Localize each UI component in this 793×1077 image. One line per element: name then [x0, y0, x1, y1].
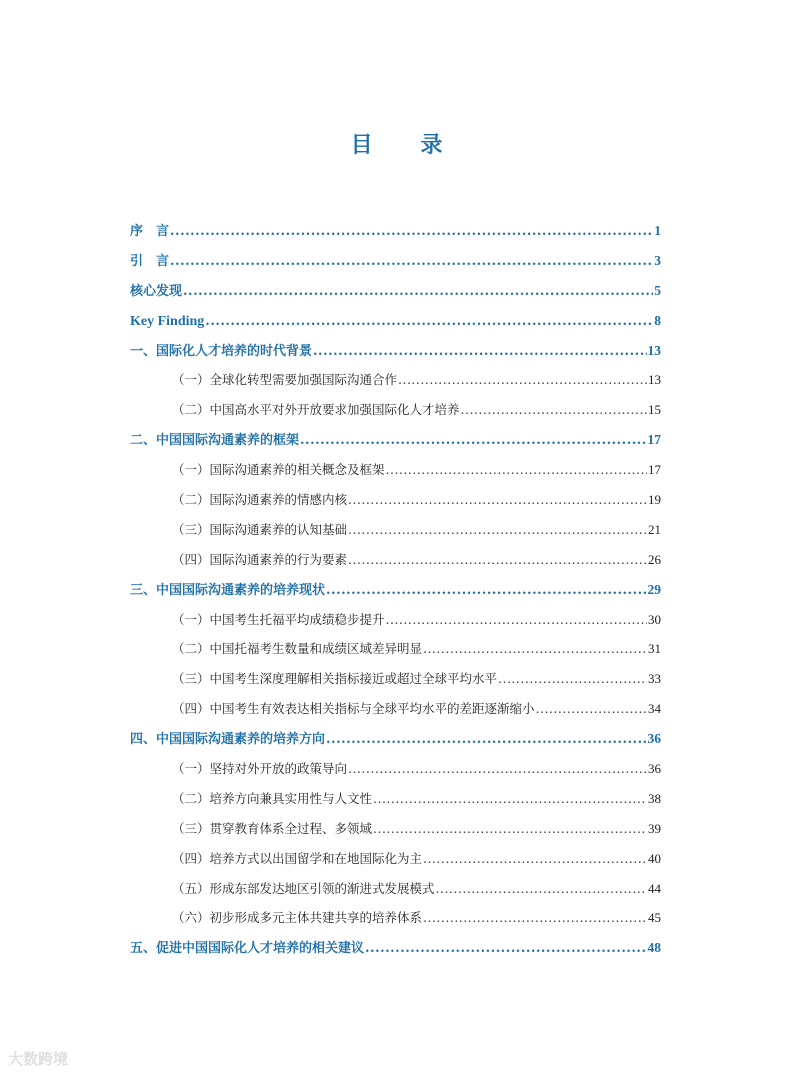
toc-leader-dots: [348, 488, 647, 512]
toc-leader-dots: [436, 877, 647, 901]
toc-entry-title: （二）培养方向兼具实用性与人文性: [172, 790, 373, 806]
toc-entry[interactable]: [130, 757, 661, 787]
toc-leader-dots: [348, 548, 647, 572]
toc-entry-page: 8: [654, 312, 661, 328]
toc-entry-page: 48: [647, 940, 661, 956]
toc-entry-title: （四）中国考生有效表达相关指标与全球平均水平的差距逐渐缩小: [172, 701, 535, 717]
toc-entry-title: （五）形成东部发达地区引领的渐进式发展模式: [172, 880, 435, 896]
toc-entry-page: 3: [654, 252, 661, 268]
toc-leader-dots: [205, 310, 653, 334]
toc-entry-title: 五、促进中国国际化人才培养的相关建议: [130, 941, 365, 957]
toc-entry[interactable]: [130, 817, 661, 847]
toc-entry[interactable]: [130, 787, 661, 817]
toc-entry[interactable]: [130, 219, 661, 249]
toc-leader-dots: [170, 250, 653, 274]
toc-leader-dots: [536, 697, 647, 721]
toc-entry[interactable]: [130, 667, 661, 697]
toc-entry[interactable]: [130, 488, 661, 518]
toc-entry-title: （三）中国考生深度理解相关指标接近或超过全球平均水平: [172, 671, 498, 687]
toc-leader-dots: [365, 937, 646, 961]
toc-entry-page: 36: [648, 761, 661, 777]
toc-entry-title: （二）中国托福考生数量和成绩区域差异明显: [172, 641, 423, 657]
toc-entry[interactable]: [130, 578, 661, 608]
toc-leader-dots: [183, 280, 653, 304]
toc-entry-page: 30: [648, 611, 661, 627]
toc-entry-page: 17: [648, 462, 661, 478]
toc-entry-page: 17: [647, 432, 661, 448]
watermark-logo: [8, 1048, 68, 1069]
toc-entry-page: 31: [648, 641, 661, 657]
toc-leader-dots: [498, 667, 647, 691]
toc-entry-title: （三）国际沟通素养的认知基础: [172, 521, 348, 537]
toc-entry-title: 序 言: [130, 224, 170, 239]
table-of-contents: [130, 219, 661, 966]
toc-leader-dots: [373, 787, 647, 811]
toc-entry[interactable]: [130, 637, 661, 667]
toc-entry-page: 13: [648, 372, 661, 388]
toc-entry-title: 引 言: [130, 253, 170, 269]
toc-entry[interactable]: [130, 398, 661, 428]
toc-leader-dots: [386, 458, 647, 482]
toc-leader-dots: [348, 518, 647, 542]
toc-entry-page: 21: [648, 521, 661, 537]
toc-entry-page: 15: [648, 402, 661, 418]
toc-entry-title: （一）坚持对外开放的政策导向: [172, 761, 348, 777]
toc-leader-dots: [313, 340, 646, 364]
toc-entry-page: 1: [654, 223, 661, 238]
toc-entry-page: 19: [648, 492, 661, 508]
toc-leader-dots: [398, 368, 647, 392]
toc-entry[interactable]: [130, 368, 661, 398]
toc-entry-page: 39: [648, 820, 661, 836]
toc-entry-page: 36: [647, 731, 661, 747]
toc-entry-title: 四、中国国际沟通素养的培养方向: [130, 732, 326, 748]
toc-entry-title: （四）国际沟通素养的行为要素: [172, 551, 348, 567]
toc-entry-page: 5: [654, 282, 661, 298]
toc-leader-dots: [461, 398, 647, 422]
toc-entry[interactable]: [130, 906, 661, 936]
toc-leader-dots: [423, 637, 647, 661]
toc-entry[interactable]: [130, 339, 661, 369]
toc-entry-title: 核心发现: [130, 283, 183, 299]
toc-entry[interactable]: [130, 518, 661, 548]
toc-entry-title: （二）中国高水平对外开放要求加强国际化人才培养: [172, 402, 460, 418]
page-title: 目 录: [350, 133, 463, 158]
toc-entry-page: 29: [647, 581, 661, 597]
toc-entry-page: 34: [648, 701, 661, 717]
toc-leader-dots: [170, 220, 653, 244]
toc-entry[interactable]: [130, 428, 661, 458]
toc-entry[interactable]: [130, 877, 661, 907]
toc-leader-dots: [423, 906, 647, 930]
toc-entry-title: （二）国际沟通素养的情感内核: [172, 492, 348, 508]
toc-leader-dots: [386, 608, 647, 632]
toc-entry-page: 26: [648, 551, 661, 567]
toc-leader-dots: [326, 579, 646, 603]
toc-entry-title: Key Finding: [130, 313, 205, 329]
toc-entry-page: 45: [648, 910, 661, 926]
toc-entry-page: 40: [648, 850, 661, 866]
toc-entry[interactable]: [130, 548, 661, 578]
toc-entry[interactable]: [130, 608, 661, 638]
toc-leader-dots: [348, 757, 647, 781]
toc-entry-title: 一、国际化人才培养的时代背景: [130, 343, 313, 359]
toc-entry-page: 33: [648, 671, 661, 687]
toc-leader-dots: [326, 728, 646, 752]
toc-entry[interactable]: [130, 936, 661, 966]
toc-entry-page: 38: [648, 790, 661, 806]
toc-entry-title: 二、中国国际沟通素养的框架: [130, 433, 300, 449]
toc-entry[interactable]: [130, 249, 661, 279]
toc-entry[interactable]: [130, 309, 661, 339]
toc-entry-page: 13: [647, 342, 661, 358]
toc-entry[interactable]: [130, 458, 661, 488]
toc-entry-page: 44: [648, 880, 661, 896]
toc-entry-title: （四）培养方式以出国留学和在地国际化为主: [172, 850, 423, 866]
toc-leader-dots: [300, 429, 646, 453]
watermark-text: 大数跨境: [8, 1050, 69, 1068]
toc-leader-dots: [423, 847, 647, 871]
toc-entry-title: （一）国际沟通素养的相关概念及框架: [172, 462, 385, 478]
toc-entry[interactable]: [130, 697, 661, 727]
toc-entry-title: （一）全球化转型需要加强国际沟通合作: [172, 372, 398, 388]
toc-leader-dots: [373, 817, 647, 841]
toc-entry-title: （一）中国考生托福平均成绩稳步提升: [172, 611, 385, 627]
toc-entry-title: （六）初步形成多元主体共建共享的培养体系: [172, 910, 423, 926]
toc-entry-title: （三）贯穿教育体系全过程、多领域: [172, 820, 373, 836]
toc-entry[interactable]: [130, 727, 661, 757]
toc-entry[interactable]: [130, 279, 661, 309]
toc-entry-title: 三、中国国际沟通素养的培养现状: [130, 582, 326, 598]
toc-entry[interactable]: [130, 847, 661, 877]
